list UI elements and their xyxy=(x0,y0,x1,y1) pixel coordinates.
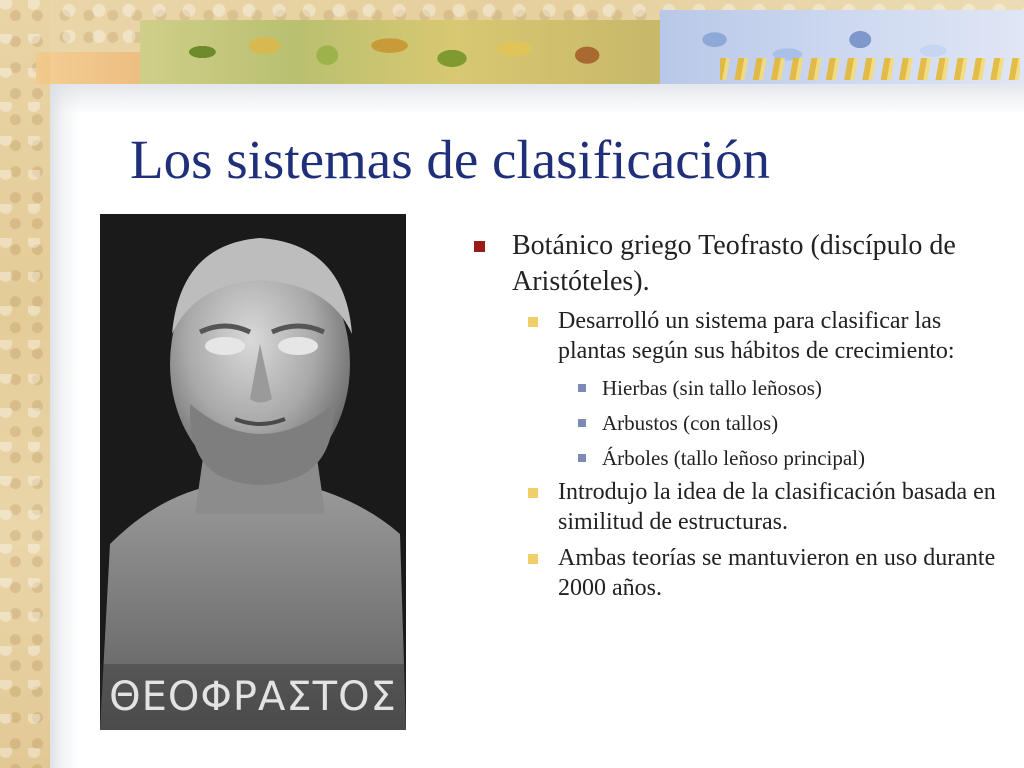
bullet-level2 xyxy=(524,477,1014,537)
bullet-level3 xyxy=(570,445,1014,471)
bust-inscription: ΘΕΟΦΡΑΣΤΟΣ xyxy=(109,674,397,720)
bullet-level3 xyxy=(570,410,1014,436)
bullet-level2 xyxy=(524,306,1014,366)
decorative-leaf-banner xyxy=(140,20,660,84)
bullet-level3 xyxy=(570,375,1014,401)
bullet-text: Introdujo la idea de la clasificación basada en similitud de estructuras. xyxy=(558,479,996,535)
theophrastus-bust-image xyxy=(100,214,406,730)
bullet-square-icon xyxy=(578,419,586,427)
bullet-text: Árboles (tallo leñoso principal) xyxy=(602,446,866,470)
bullet-square-icon xyxy=(578,384,586,392)
decorative-gold-swirl xyxy=(720,58,1020,80)
bullet-level2 xyxy=(524,543,1014,603)
bullet-text: Hierbas (sin tallo leñosos) xyxy=(602,376,822,400)
bullet-text: Desarrolló un sistema para clasificar las plantas según sus hábitos de crecimiento: xyxy=(558,308,955,364)
bullet-level1 xyxy=(474,228,1014,300)
bullet-square-icon xyxy=(528,488,538,498)
slide-bullet-list xyxy=(474,228,1014,603)
bullet-square-icon xyxy=(528,554,538,564)
parchment-side-background xyxy=(0,0,50,768)
slide-top-shadow xyxy=(50,84,1024,114)
bullet-text: Ambas teorías se mantuvieron en uso durante 2000 años. xyxy=(558,545,996,601)
bullet-square-icon xyxy=(528,317,538,327)
bullet-square-icon xyxy=(474,241,485,252)
bullet-text: Botánico griego Teofrasto (discípulo de Aristóteles). xyxy=(512,230,956,297)
bullet-text: Arbustos (con tallos) xyxy=(602,411,779,435)
bullet-square-icon xyxy=(578,454,586,462)
slide-title: Los sistemas de clasificación xyxy=(130,129,770,190)
